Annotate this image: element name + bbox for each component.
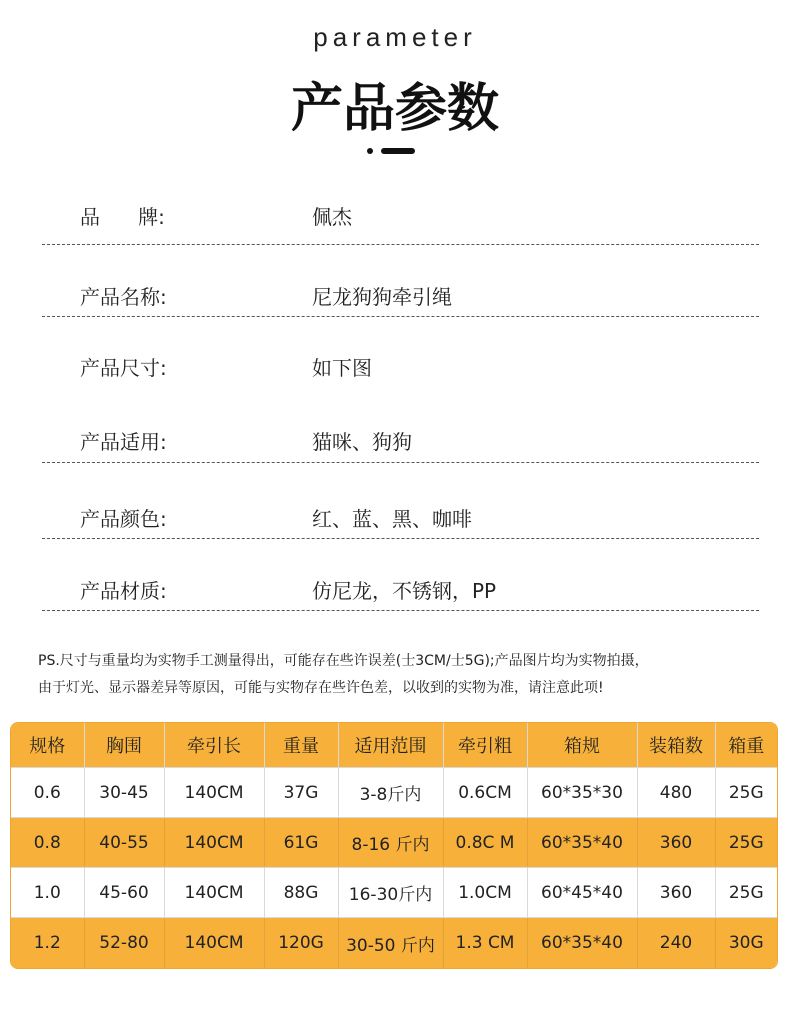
table-row [11,918,777,968]
table-cell: 52-80 [84,918,164,968]
divider [42,610,759,611]
spec-value: 仿尼龙，不锈钢，PP [312,579,497,603]
column-header: 牵引粗 [443,723,527,768]
table-cell: 1.0 [11,868,84,918]
table-cell: 0.8C M [443,818,527,868]
column-header: 箱规 [527,723,637,768]
table-cell: 3-8斤内 [338,768,443,818]
table-cell: 1.2 [11,918,84,968]
disclaimer-note [38,648,768,702]
spec-value: 如下图 [312,356,372,380]
spec-label: 产品材质: [80,579,167,603]
spec-value: 猫咪、狗狗 [312,430,412,454]
table-cell: 60*35*40 [527,818,637,868]
spec-label: 产品适用: [80,430,167,454]
table-cell: 0.6CM [443,768,527,818]
table-header-row [11,723,777,768]
title-decoration [367,147,427,155]
table-cell: 30G [715,918,777,968]
table-cell: 88G [264,868,338,918]
spec-value: 尼龙狗狗牵引绳 [312,285,452,309]
table-cell: 37G [264,768,338,818]
spec-row-color [42,503,759,543]
column-header: 胸围 [84,723,164,768]
table-cell: 140CM [164,818,264,868]
column-header: 适用范围 [338,723,443,768]
table-cell: 360 [637,818,715,868]
table-cell: 120G [264,918,338,968]
spec-label: 产品尺寸: [80,356,167,380]
table-row [11,768,777,818]
table-cell: 8-16 斤内 [338,818,443,868]
table-cell: 140CM [164,918,264,968]
divider [42,462,759,463]
table-row [11,868,777,918]
table-cell: 0.8 [11,818,84,868]
table-cell: 140CM [164,868,264,918]
table-cell: 25G [715,818,777,868]
table-cell: 1.0CM [443,868,527,918]
spec-row-size [42,352,759,392]
table-cell: 61G [264,818,338,868]
spec-value: 佩杰 [312,205,352,229]
column-header: 箱重 [715,723,777,768]
table-cell: 16-30斤内 [338,868,443,918]
size-table [10,722,778,969]
note-line: PS.尺寸与重量均为实物手工测量得出，可能存在些许误差(士3CM/士5G);产品图片均为实物拍摄， [38,653,649,669]
table-cell: 360 [637,868,715,918]
spec-row-brand [42,201,759,241]
divider [42,538,759,539]
table-cell: 480 [637,768,715,818]
column-header: 规格 [11,723,84,768]
spec-label: 产品颜色: [80,507,167,531]
column-header: 牵引长 [164,723,264,768]
table-cell: 40-55 [84,818,164,868]
table-cell: 30-45 [84,768,164,818]
column-header: 装箱数 [637,723,715,768]
deco-bar [381,148,415,154]
table-cell: 60*35*30 [527,768,637,818]
spec-row-material [42,575,759,615]
section-eyebrow: parameter [313,22,477,52]
page-title: 产品参数 [290,79,499,139]
spec-row-applicable [42,426,759,466]
table-cell: 60*45*40 [527,868,637,918]
column-header: 重量 [264,723,338,768]
table-cell: 1.3 CM [443,918,527,968]
spec-value: 红、蓝、黑、咖啡 [312,507,472,531]
note-line: 由于灯光、显示器差异等原因，可能与实物存在些许色差，以收到的实物为准，请注意此项! [38,680,604,696]
table-cell: 30-50 斤内 [338,918,443,968]
table-row [11,818,777,868]
table-cell: 60*35*40 [527,918,637,968]
spec-label: 产品名称: [80,285,167,309]
table-cell: 140CM [164,768,264,818]
spec-label: 品 牌: [80,205,165,229]
table-cell: 45-60 [84,868,164,918]
divider [42,316,759,317]
divider [42,244,759,245]
table-cell: 25G [715,868,777,918]
spec-row-product-name [42,281,759,321]
table-cell: 25G [715,768,777,818]
table-cell: 240 [637,918,715,968]
table-cell: 0.6 [11,768,84,818]
deco-dot [367,148,373,154]
